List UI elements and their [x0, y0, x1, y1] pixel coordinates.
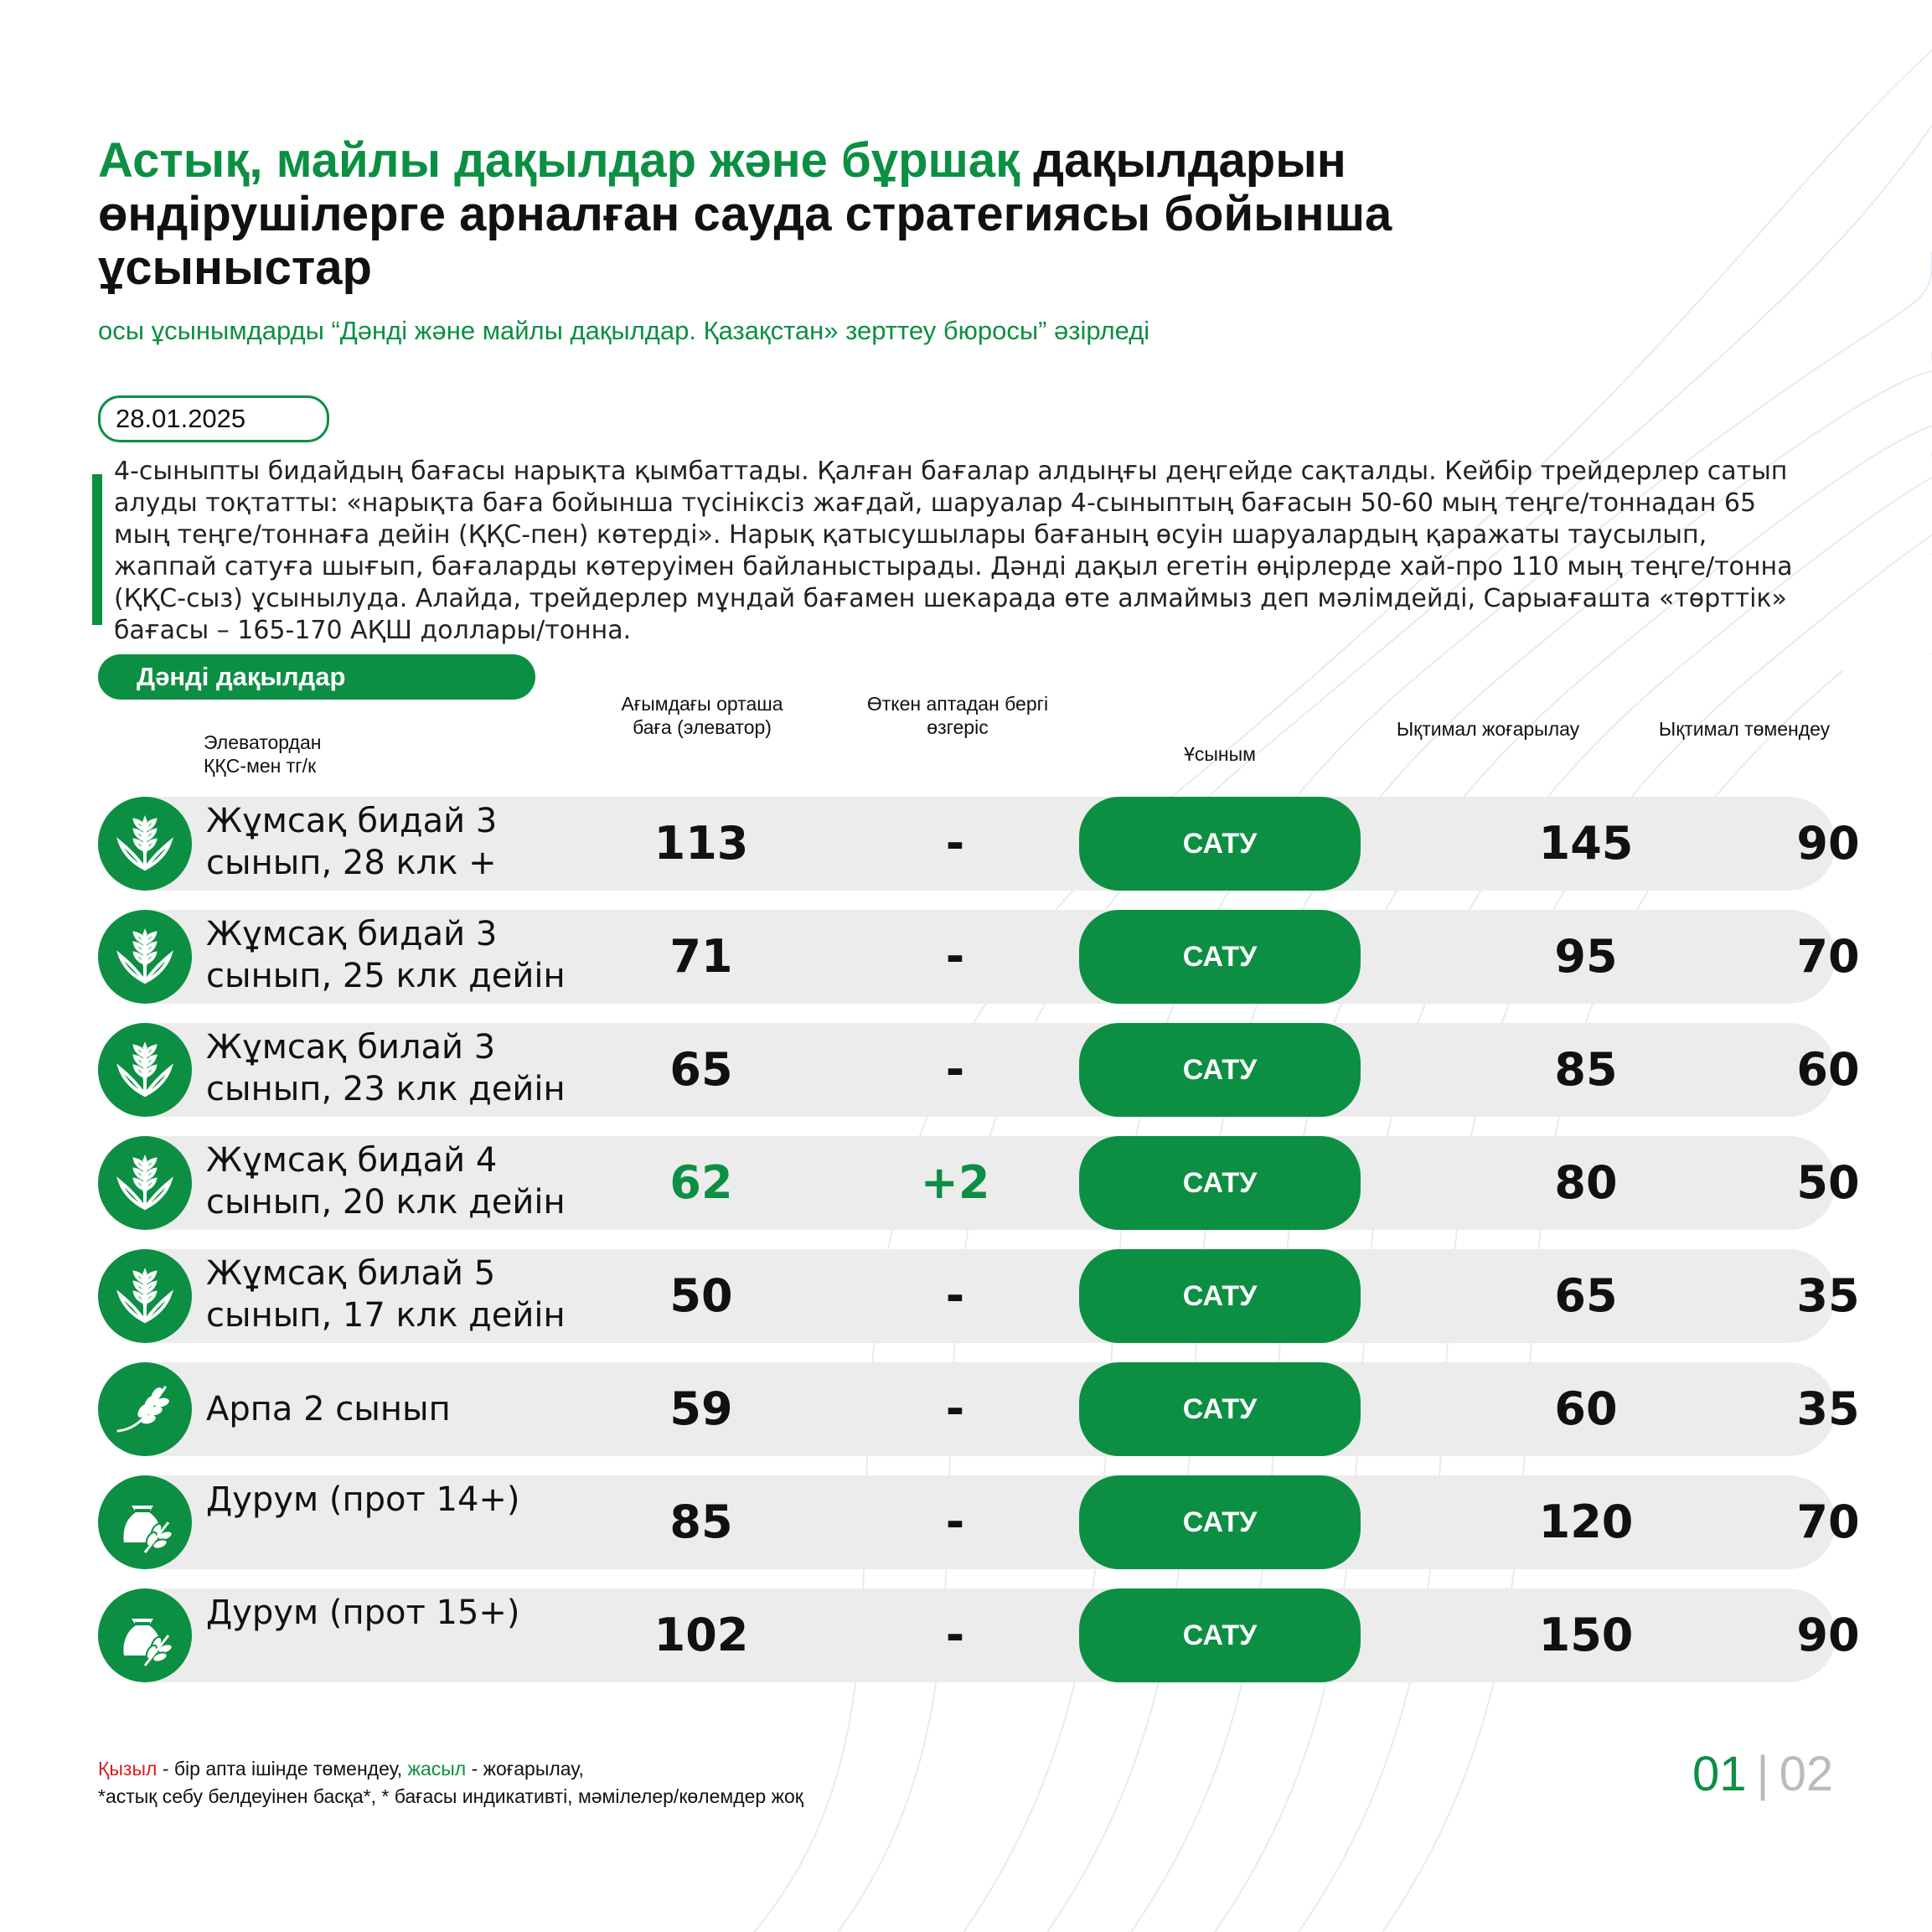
header-current-price: [602, 692, 803, 739]
possible-decrease: 70: [1796, 930, 1860, 983]
possible-increase: 150: [1538, 1609, 1634, 1661]
recommendation-button[interactable]: САТУ: [1079, 1023, 1361, 1117]
table-row: [98, 1136, 1860, 1230]
possible-increase: 80: [1554, 1156, 1618, 1209]
header-possible-decrease: Ықтимал төмендеу: [1658, 718, 1831, 740]
possible-decrease: 70: [1796, 1495, 1860, 1548]
weekly-change: -: [945, 1495, 965, 1548]
weekly-change: -: [945, 1269, 965, 1322]
header-weekly-change: [846, 692, 1069, 739]
weekly-change: -: [945, 1609, 965, 1661]
section-label: Дәнді дақылдар: [98, 654, 535, 700]
wheat-icon: [98, 910, 192, 1004]
possible-decrease: 35: [1796, 1269, 1860, 1322]
header-current-price-text: Ағымдағы орташа баға (элеватор): [621, 693, 783, 738]
crop-name: Жұмсақ билай 3 сынып, 23 клк дейін: [206, 1028, 566, 1108]
header-possible-increase: Ықтимал жоғарылау: [1396, 718, 1580, 740]
footnote-red-word: Қызыл: [98, 1758, 158, 1780]
possible-decrease: 60: [1796, 1043, 1860, 1096]
weekly-change: -: [945, 817, 965, 870]
crop-name: Жұмсақ бидай 3 сынып, 28 клк +: [206, 802, 498, 882]
recommendation-button[interactable]: САТУ: [1079, 1475, 1361, 1569]
weekly-change: -: [945, 930, 965, 983]
market-summary-text: 4-сыныпты бидайдың бағасы нарықта қымбаттады. Қалған бағалар алдыңғы деңгейде сақталды. Кейбір трейдерлер сатып алуды тоқтатты: «нарықта баға бойынша түсініксіз жағдай, шаруалар 4-сыныптың бағасын 50-60 мың теңге/тоннадан 65 мың теңге/тоннаға дейін (ҚҚС-пен) көтерді». Нарық қатысушылары бағаның өсуін шаруалардың қаражаты таусылып, жаппай сатуға шығып, бағаларды көтеруімен байланыстырады. Дәнді дақыл егетін өңірлерде хай-про 110 мың теңге/тонна (ҚҚС-сыз) ұсынылуда. Алайда, трейдерлер мұндай бағамен шекарада өте алмаймыз деп мәлімдейді, Сарыағашта «төрттік» бағасы – 165-170 АҚШ доллары/тонна.: [114, 457, 1793, 645]
current-price: 102: [653, 1609, 749, 1661]
recommendation-button[interactable]: САТУ: [1079, 910, 1361, 1004]
possible-increase: 95: [1554, 930, 1618, 983]
page-separator: |: [1756, 1747, 1769, 1801]
footnote-green-word: жасыл: [407, 1758, 467, 1780]
grain-sack-icon: [98, 1475, 192, 1569]
crop-name: Дурум (прот 14+): [206, 1480, 520, 1519]
wheat-icon: [98, 1249, 192, 1343]
page-total: 02: [1779, 1747, 1834, 1801]
recommendation-button[interactable]: САТУ: [1079, 797, 1361, 891]
possible-decrease: 90: [1796, 817, 1860, 870]
weekly-change: -: [945, 1382, 965, 1435]
current-price: 71: [669, 930, 733, 983]
recommendation-button[interactable]: САТУ: [1079, 1136, 1361, 1230]
footnote-part-2: - жоғарылау,: [466, 1758, 584, 1780]
footnote: [98, 1755, 803, 1811]
possible-increase: 65: [1554, 1269, 1618, 1322]
barley-icon: [98, 1362, 192, 1456]
recommendation-button[interactable]: САТУ: [1079, 1588, 1361, 1682]
header-unit-text: Элеватордан ҚҚС-мен тг/к: [204, 731, 322, 777]
possible-increase: 85: [1554, 1043, 1618, 1096]
wheat-icon: [98, 797, 192, 891]
crop-name: Жұмсақ бидай 4 сынып, 20 клк дейін: [206, 1141, 566, 1222]
possible-decrease: 50: [1796, 1156, 1860, 1209]
wheat-icon: [98, 1136, 192, 1230]
crop-name: Арпа 2 сынып: [206, 1390, 451, 1428]
footnote-line-1: [98, 1755, 803, 1783]
grain-sack-icon: [98, 1588, 192, 1682]
table-row: [98, 1588, 1860, 1682]
footnote-part-1: - бір апта ішінде төмендеу,: [157, 1758, 408, 1780]
current-price: 62: [669, 1156, 733, 1209]
page-title: [98, 134, 1623, 295]
crop-name: Жұмсақ билай 5 сынып, 17 клк дейін: [206, 1254, 566, 1335]
table-row: [98, 1023, 1860, 1117]
possible-increase: 145: [1538, 817, 1634, 870]
wheat-icon: [98, 1023, 192, 1117]
header-unit: [204, 731, 321, 777]
page-subtitle: осы ұсынымдарды “Дәнді және майлы дақылдар. Қазақстан» зерттеу бюросы” әзірледі: [98, 316, 1150, 345]
possible-decrease: 90: [1796, 1609, 1860, 1661]
text-accent-bar: [92, 474, 102, 625]
crop-name: Дурум (прот 15+): [206, 1594, 520, 1632]
date-badge: 28.01.2025: [98, 395, 329, 442]
recommendation-button[interactable]: САТУ: [1079, 1249, 1361, 1343]
weekly-change: -: [945, 1043, 965, 1096]
page-current: 01: [1692, 1747, 1747, 1801]
table-row: [98, 1362, 1860, 1456]
table-row: [98, 910, 1860, 1004]
recommendation-button[interactable]: САТУ: [1079, 1362, 1361, 1456]
current-price: 85: [669, 1495, 733, 1548]
current-price: 113: [653, 817, 749, 870]
possible-increase: 120: [1538, 1495, 1634, 1548]
current-price: 65: [669, 1043, 733, 1096]
footnote-line-2: *астық себу белдеуінен басқа*, * бағасы индикативті, мәмілелер/көлемдер жоқ: [98, 1785, 803, 1807]
header-weekly-change-text: Өткен аптадан бергі өзгеріс: [866, 693, 1049, 738]
page-title-rest: дақылдарын өндірушілерге арналған сауда стратегиясы бойынша ұсыныстар: [98, 133, 1392, 295]
table-row: [98, 1249, 1860, 1343]
possible-decrease: 35: [1796, 1382, 1860, 1435]
table-row: [98, 1475, 1860, 1569]
header-recommendation: Ұсыным: [1184, 743, 1256, 765]
possible-increase: 60: [1554, 1382, 1618, 1435]
page-title-highlight: Астық, майлы дақылдар және бұршақ: [98, 133, 1020, 188]
crop-name: Жұмсақ бидай 3 сынып, 25 клк дейін: [206, 915, 566, 995]
page-indicator: [1692, 1747, 1833, 1802]
current-price: 50: [669, 1269, 733, 1322]
current-price: 59: [669, 1382, 733, 1435]
table-row: [98, 797, 1860, 891]
weekly-change: +2: [920, 1156, 990, 1209]
